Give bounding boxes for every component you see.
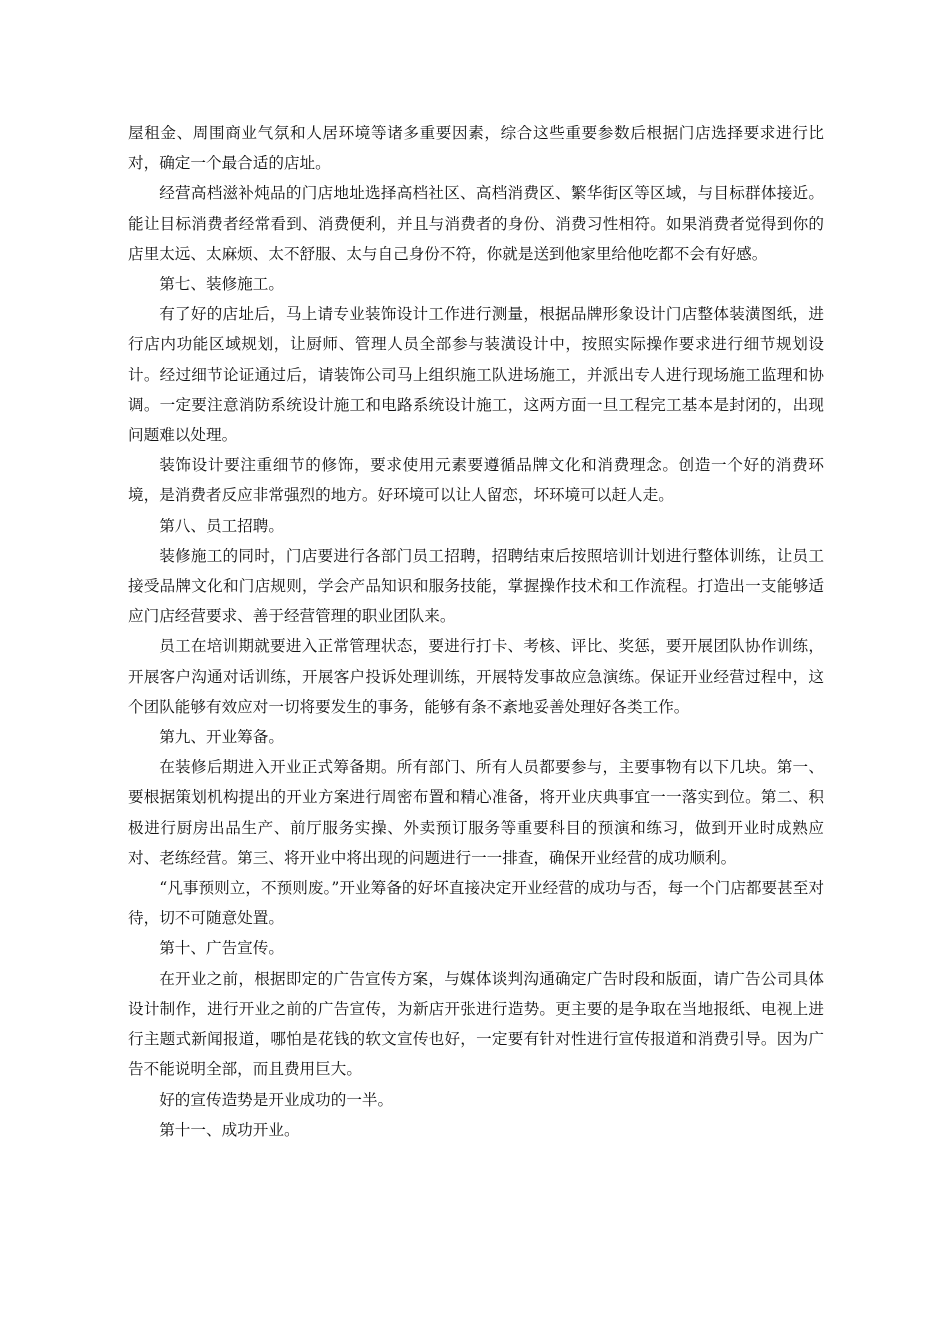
section-heading: 第十、广告宣传。 [159,939,284,958]
section-heading: 第十一、成功开业。 [159,1120,300,1139]
document-body [128,118,824,1145]
quote-paragraph: “凡事预则立，不预则废。”开业筹备的好坏直接决定开业经营的成功与否，每一个门店都要甚至对待，切不可随意处置。 [128,879,824,928]
paragraph: 经营高档滋补炖品的门店地址选择高档社区、高档消费区、繁华街区等区域，与目标群体接近。能让目标消费者经常看到、消费便利，并且与消费者的身份、消费习性相符。如果消费者觉得到你的店里太远、太麻烦、太不舒服、太与自己身份不符，你就是送到他家里给他吃都不会有好感。 [128,184,824,263]
section-heading: 第八、员工招聘。 [159,516,284,535]
paragraph: 有了好的店址后，马上请专业装饰设计工作进行测量，根据品牌形象设计门店整体装潢图纸，进行店内功能区域规划，让厨师、管理人员全部参与装潢设计中，按照实际操作要求进行细节规划设计。经过细节论证通过后，请装饰公司马上组织施工队进场施工，并派出专人进行现场施工监理和协调。一定要注意消防系统设计施工和电路系统设计施工，这两方面一旦工程完工基本是封闭的，出现问题难以处理。 [128,305,824,445]
section-heading: 第七、装修施工。 [159,275,284,294]
paragraph: 在开业之前，根据即定的广告宣传方案，与媒体谈判沟通确定广告时段和版面，请广告公司具体设计制作，进行开业之前的广告宣传，为新店开张进行造势。更主要的是争取在当地报纸、电视上进行主题式新闻报道，哪怕是花钱的软文宣传也好，一定要有针对性进行宣传报道和消费引导。因为广告不能说明全部，而且费用巨大。 [128,969,824,1079]
paragraph: 装修施工的同时，门店要进行各部门员工招聘，招聘结束后按照培训计划进行整体训练，让员工接受品牌文化和门店规则，学会产品知识和服务技能，掌握操作技术和工作流程。打造出一支能够适应门店经营要求、善于经营管理的职业团队来。 [128,546,824,626]
paragraph: 在装修后期进入开业正式筹备期。所有部门、所有人员都要参与，主要事物有以下几块。第一、要根据策划机构提出的开业方案进行周密布置和精心准备，将开业庆典事宜一一落实到位。第二、积极进行厨房出品生产、前厅服务实操、外卖预订服务等重要科目的预演和练习，做到开业时成熟应对、老练经营。第三、将开业中将出现的问题进行一一排查，确保开业经营的成功顺利。 [128,758,824,867]
paragraph: 装饰设计要注重细节的修饰，要求使用元素要遵循品牌文化和消费理念。创造一个好的消费环境，是消费者反应非常强烈的地方。好环境可以让人留恋，坏环境可以赶人走。 [128,456,824,505]
paragraph: 员工在培训期就要进入正常管理状态，要进行打卡、考核、评比、奖惩，要开展团队协作训练，开展客户沟通对话训练，开展客户投诉处理训练，开展特发事故应急演练。保证开业经营过程中，这个团队能够有效应对一切将要发生的事务，能够有条不紊地妥善处理好各类工作。 [128,637,824,716]
section-heading: 第九、开业筹备。 [159,728,284,747]
paragraph: 好的宣传造势是开业成功的一半。 [159,1090,394,1109]
paragraph: 屋租金、周围商业气氛和人居环境等诸多重要因素，综合这些重要参数后根据门店选择要求进行比对，确定一个最合适的店址。 [128,124,824,173]
